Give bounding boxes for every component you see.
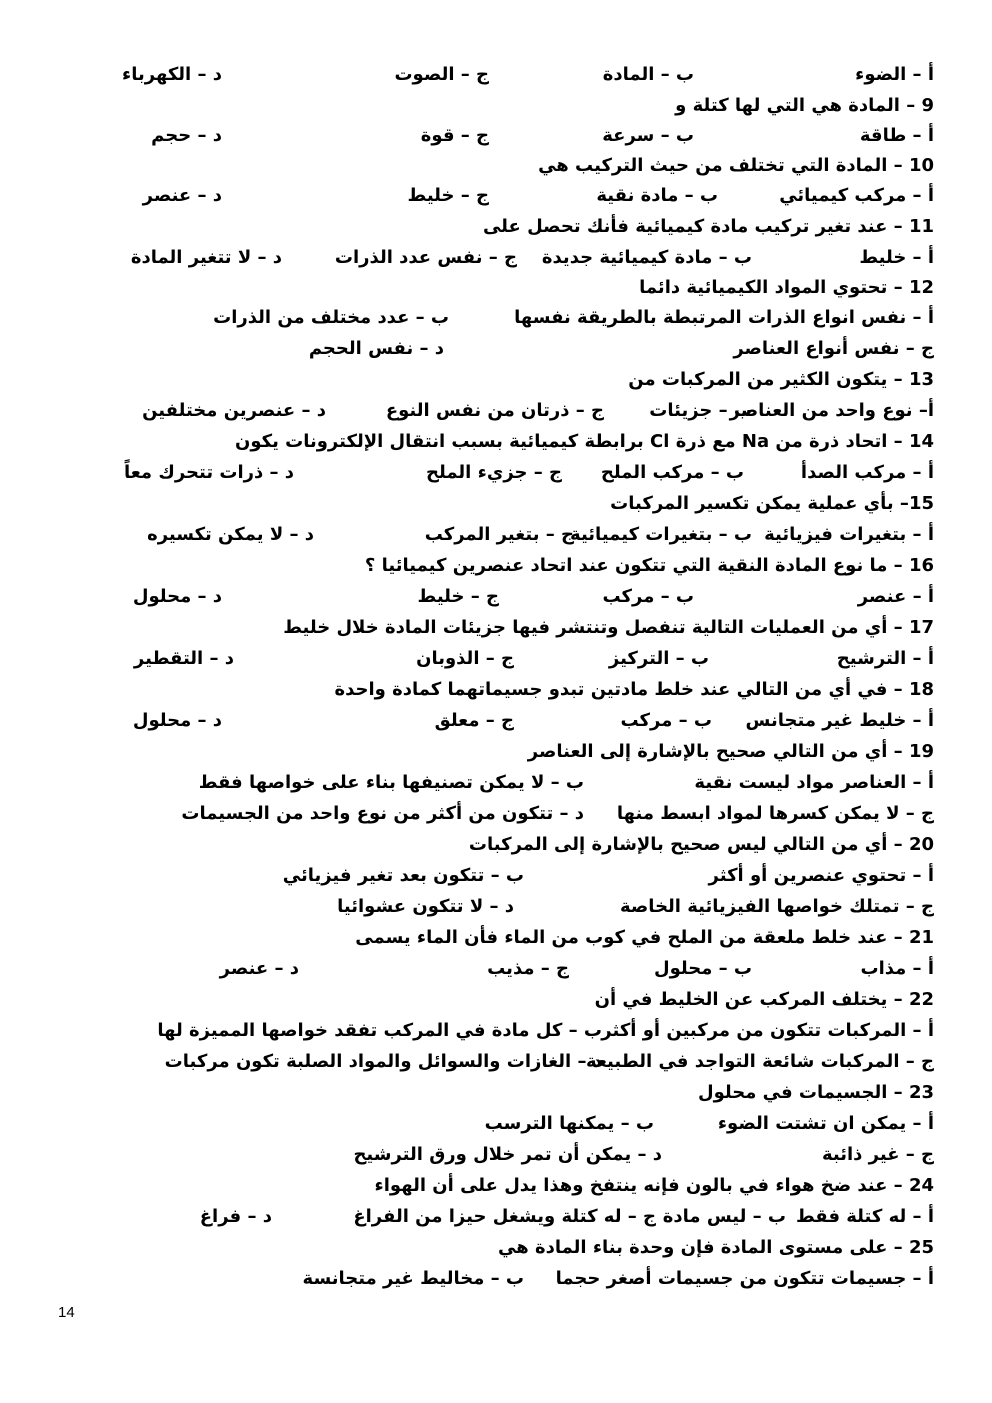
question-text: 19 – أي من التالي صحيح بالإشارة إلى العناصر — [527, 741, 934, 762]
option-text: أ – تحتوي عنصرين أو أكثر — [708, 865, 934, 886]
question-text: 14 – اتحاد ذرة من Na مع ذرة Cl برابطة كيميائية بسبب انتقال الإلكترونات يكون — [235, 431, 934, 452]
options-line — [60, 954, 934, 984]
question-text: 23 – الجسيمات في محلول — [698, 1082, 934, 1103]
option-text: ب – مركب — [620, 710, 712, 731]
question-text: 16 – ما نوع المادة النقية التي تتكون عند اتحاد عنصرين كيميائيا ؟ — [364, 555, 934, 576]
option-text: أ – خليط — [859, 247, 934, 268]
option-text: ب – مركب الملح — [600, 462, 744, 483]
options-line — [60, 799, 934, 829]
question-text: 9 – المادة هي التي لها كتلة و — [675, 95, 934, 116]
options-line — [60, 60, 934, 90]
option-text: ب – جزيئات — [649, 400, 752, 421]
option-text: أ – جسيمات تتكون من جسيمات أصغر حجما — [555, 1268, 934, 1289]
option-text: ج – له كتلة ويشغل حيزا من الفراغ — [353, 1206, 656, 1227]
question-line — [60, 1078, 934, 1108]
option-text: أ – مركب الصدأ — [800, 462, 934, 483]
option-text: أ – طاقة — [859, 125, 934, 146]
question-text: 10 – المادة التي تختلف من حيث التركيب هي — [538, 155, 934, 176]
options-line — [60, 1109, 934, 1139]
options-line — [60, 334, 934, 364]
options-line — [60, 1202, 934, 1232]
option-text: أ– نوع واحد من العناصر — [729, 400, 934, 421]
option-text: د – يمكن أن تمر خلال ورق الترشيح — [353, 1144, 662, 1165]
options-line — [60, 396, 934, 426]
options-line — [60, 582, 934, 612]
option-text: ج – نفس أنواع العناصر — [733, 338, 934, 359]
question-text: 13 – يتكون الكثير من المركبات من — [628, 369, 934, 390]
question-text: 18 – في أي من التالي عند خلط مادتين تبدو جسيماتهما كمادة واحدة — [334, 679, 934, 700]
options-line — [60, 1016, 934, 1046]
question-line — [60, 489, 934, 519]
option-text: د – نفس الحجم — [308, 338, 444, 359]
options-line — [60, 181, 934, 211]
question-line — [60, 613, 934, 643]
option-text: ج – معلق — [434, 710, 514, 731]
options-line — [60, 644, 934, 674]
question-text: 20 – أي من التالي ليس صحيح بالإشارة إلى المركبات — [468, 834, 934, 855]
question-text: 21 – عند خلط ملعقة من الملح في كوب من الماء فأن الماء يسمى — [355, 927, 934, 948]
option-text: ب – عدد مختلف من الذرات — [213, 307, 449, 328]
question-line — [60, 675, 934, 705]
option-text: أ – الترشيح — [836, 648, 934, 669]
question-line — [60, 91, 934, 121]
question-line — [60, 737, 934, 767]
option-text: ب – لا يمكن تصنيفها بناء على خواصها فقط — [198, 772, 584, 793]
options-line — [60, 1264, 934, 1294]
options-line — [60, 1140, 934, 1170]
option-text: د – محلول — [132, 710, 222, 731]
question-line — [60, 1233, 934, 1263]
option-text: د – محلول — [132, 586, 222, 607]
option-text: د – فراغ — [199, 1206, 272, 1227]
option-text: أ – يمكن ان تشتت الضوء — [717, 1113, 934, 1134]
question-line — [60, 1171, 934, 1201]
question-line — [60, 212, 934, 242]
option-text: د – حجم — [151, 125, 222, 146]
option-text: ج – خليط — [407, 185, 489, 206]
option-text: ج – المركبات شائعة التواجد في الطبيعة — [585, 1051, 934, 1072]
page-number: 14 — [58, 1304, 75, 1321]
options-line — [60, 768, 934, 798]
option-text: د – الغازات والسوائل والمواد الصلبة تكون مركبات — [164, 1051, 602, 1072]
option-text: ب – كل مادة في المركب تفقد خواصها المميزة لها — [157, 1020, 602, 1041]
option-text: د – تتكون من أكثر من نوع واحد من الجسيمات — [181, 803, 584, 824]
option-text: ج – جزيء الملح — [426, 462, 562, 483]
question-line — [60, 923, 934, 953]
options-line — [60, 861, 934, 891]
option-text: ج – الذوبان — [416, 648, 514, 669]
option-text: أ – مركب كيميائي — [779, 185, 934, 206]
option-text: ب – مركب — [602, 586, 694, 607]
question-line — [60, 830, 934, 860]
question-line — [60, 151, 934, 181]
question-text: 17 – أي من العمليات التالية تنفصل وتنتشر فيها جزيئات المادة خلال خليط — [283, 617, 934, 638]
option-text: أ – له كتلة فقط — [795, 1206, 934, 1227]
option-text: د – عنصرين مختلفين — [142, 400, 326, 421]
option-text: ب – مخاليط غير متجانسة — [302, 1268, 524, 1289]
question-text: 22 – يختلف المركب عن الخليط في أن — [594, 989, 934, 1010]
option-text: ب – مادة نقية — [596, 185, 718, 206]
option-text: د – عنصر — [142, 185, 222, 206]
option-text: ج – تمتلك خواصها الفيزيائية الخاصة — [620, 896, 934, 917]
option-text: أ – بتغيرات فيزيائية — [764, 524, 934, 545]
option-text: ج – ذرتان من نفس النوع — [385, 400, 604, 421]
options-line — [60, 303, 934, 333]
option-text: ج – لا يمكن كسرها لمواد ابسط منها — [616, 803, 934, 824]
question-line — [60, 427, 934, 457]
option-text: د – التقطير — [133, 648, 234, 669]
option-text: ب – تتكون بعد تغير فيزيائي — [282, 865, 524, 886]
option-text: ج – قوة — [420, 125, 489, 146]
options-line — [60, 243, 934, 273]
options-line — [60, 892, 934, 922]
options-line — [60, 706, 934, 736]
option-text: ج – مذيب — [487, 958, 569, 979]
question-line — [60, 985, 934, 1015]
question-line — [60, 365, 934, 395]
option-text: د – الكهرباء — [122, 64, 222, 85]
option-text: ب – ليس مادة — [662, 1206, 786, 1227]
options-line — [60, 1047, 934, 1077]
option-text: أ – خليط غير متجانس — [745, 710, 934, 731]
option-text: ب – المادة — [602, 64, 694, 85]
option-text: ب – بتغيرات كيميائية — [570, 524, 752, 545]
option-text: ب – سرعة — [602, 125, 694, 146]
question-text: 25 – على مستوى المادة فإن وحدة بناء المادة هي — [498, 1237, 934, 1258]
question-text: 24 – عند ضخ هواء في بالون فإنه ينتفخ وهذا يدل على أن الهواء — [374, 1175, 934, 1196]
option-text: د – لا تتغير المادة — [130, 247, 282, 268]
option-text: ج – نفس عدد الذرات — [334, 247, 517, 268]
option-text: ج – الصوت — [394, 64, 489, 85]
option-text: أ – عنصر — [857, 586, 934, 607]
option-text: أ – الضوء — [855, 64, 934, 85]
question-line — [60, 551, 934, 581]
option-text: أ – مذاب — [860, 958, 934, 979]
options-line — [60, 121, 934, 151]
option-text: أ – المركبات تتكون من مركبين أو أكثر — [601, 1020, 934, 1041]
option-text: أ – العناصر مواد ليست نقية — [694, 772, 934, 793]
option-text: ب – يمكنها الترسب — [484, 1113, 654, 1134]
option-text: د – لا يمكن تكسيره — [147, 524, 314, 545]
option-text: أ – نفس انواع الذرات المرتبطة بالطريقة نفسها — [514, 307, 934, 328]
question-text: 15– بأي عملية يمكن تكسير المركبات — [610, 493, 934, 514]
option-text: ج – خليط — [417, 586, 499, 607]
option-text: ج – بتغير المركب — [424, 524, 574, 545]
option-text: ب – محلول — [654, 958, 752, 979]
option-text: د – عنصر — [219, 958, 299, 979]
option-text: د – لا تتكون عشوائيا — [337, 896, 514, 917]
option-text: د – ذرات تتحرك معاً — [124, 462, 294, 483]
question-text: 11 – عند تغير تركيب مادة كيميائية فأنك تحصل على — [482, 216, 934, 237]
option-text: ب – التركيز — [608, 648, 709, 669]
question-text: 12 – تحتوي المواد الكيميائية دائما — [639, 277, 934, 298]
option-text: ج – غير ذائبة — [821, 1144, 934, 1165]
question-line — [60, 273, 934, 303]
option-text: ب – مادة كيميائية جديدة — [541, 247, 752, 268]
options-line — [60, 458, 934, 488]
options-line — [60, 520, 934, 550]
